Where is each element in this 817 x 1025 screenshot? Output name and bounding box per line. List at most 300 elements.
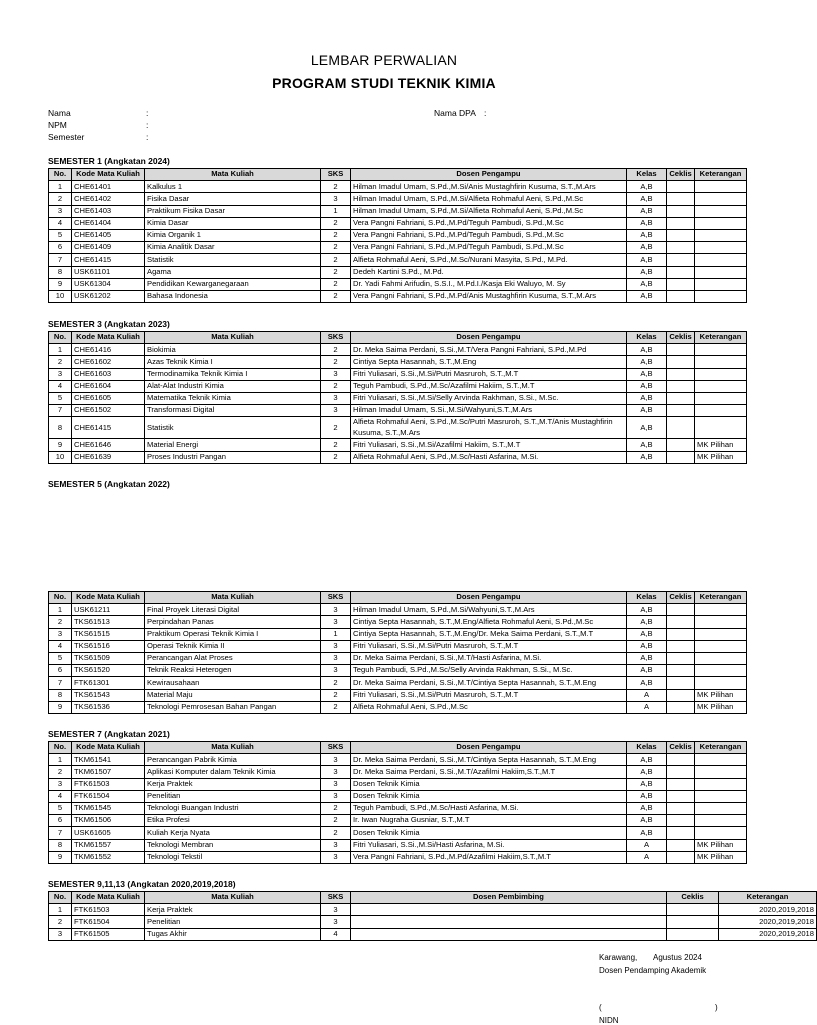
header-dosen-pembimbing: Dosen Pembimbing — [351, 892, 667, 904]
cell-mata-kuliah: Fisika Dasar — [145, 193, 321, 205]
header-kelas: Kelas — [627, 169, 667, 181]
cell-kode: CHE61405 — [72, 229, 145, 241]
semester-9-table — [48, 891, 817, 941]
cell-kelas: A,B — [627, 778, 667, 790]
cell-keterangan — [695, 417, 747, 439]
cell-mata-kuliah: Bahasa Indonesia — [145, 290, 321, 302]
cell-mata-kuliah: Perpindahan Panas — [145, 616, 321, 628]
cell-mata-kuliah: Biokimia — [145, 344, 321, 356]
cell-sks: 3 — [321, 916, 351, 928]
cell-kode: CHE61604 — [72, 380, 145, 392]
header-kode: Kode Mata Kuliah — [72, 592, 145, 604]
cell-kelas: A,B — [627, 616, 667, 628]
cell-mata-kuliah: Operasi Teknik Kimia II — [145, 640, 321, 652]
cell-kode: CHE61416 — [72, 344, 145, 356]
table-row — [49, 217, 747, 229]
cell-ceklis[interactable] — [667, 616, 695, 628]
cell-sks: 3 — [321, 616, 351, 628]
cell-no: 10 — [49, 451, 72, 463]
semester-3-title: SEMESTER 3 (Angkatan 2023) — [48, 319, 170, 329]
table-row — [49, 916, 817, 928]
cell-ceklis[interactable] — [667, 217, 695, 229]
cell-no: 2 — [49, 916, 72, 928]
cell-dosen: Alfieta Rohmaful Aeni, S.Pd.,M.Sc — [351, 701, 627, 713]
header-keterangan: Keterangan — [695, 742, 747, 754]
cell-dosen: Vera Pangni Fahriani, S.Pd.,M.Pd/Teguh Pambudi, S.Pd.,M.Sc — [351, 242, 627, 254]
table-row — [49, 181, 747, 193]
cell-sks: 3 — [321, 790, 351, 802]
cell-kode: CHE61415 — [72, 417, 145, 439]
cell-no: 5 — [49, 392, 72, 404]
cell-ceklis[interactable] — [667, 851, 695, 863]
header-kelas: Kelas — [627, 332, 667, 344]
cell-ceklis[interactable] — [667, 928, 719, 940]
cell-mata-kuliah: Teknologi Tekstil — [145, 851, 321, 863]
header-ceklis: Ceklis — [667, 592, 695, 604]
cell-no: 9 — [49, 439, 72, 451]
cell-dosen: Dr. Yadi Fahmi Arifudin, S.S.I., M.Pd.I./Kasja Eki Waluyo, M. Sy — [351, 278, 627, 290]
cell-sks: 3 — [321, 652, 351, 664]
table-row — [49, 802, 747, 814]
cell-dosen: Vera Pangni Fahriani, S.Pd.,M.Pd/Azafilmi Hakiim,S.T.,M.T — [351, 851, 627, 863]
cell-kode: TKS61513 — [72, 616, 145, 628]
cell-sks: 2 — [321, 229, 351, 241]
table-row — [49, 689, 747, 701]
cell-kelas: A,B — [627, 181, 667, 193]
cell-ceklis[interactable] — [667, 439, 695, 451]
signature-open-paren: ( — [599, 1003, 602, 1012]
dpa-colon: : — [484, 108, 487, 118]
document-title: LEMBAR PERWALIAN — [310, 52, 458, 68]
table-row — [49, 405, 747, 417]
cell-ceklis[interactable] — [667, 640, 695, 652]
cell-mata-kuliah: Final Proyek Literasi Digital — [145, 604, 321, 616]
cell-dosen: Hilman Imadul Umam, S.Pd.,M.Si/Alfieta Rohmaful Aeni, S.Pd.,M.Sc — [351, 205, 627, 217]
table-row — [49, 266, 747, 278]
cell-no: 4 — [49, 790, 72, 802]
cell-sks: 2 — [321, 278, 351, 290]
cell-no: 2 — [49, 766, 72, 778]
cell-kelas: A,B — [627, 790, 667, 802]
cell-kelas: A,B — [627, 665, 667, 677]
cell-dosen: Dosen Teknik Kimia — [351, 790, 627, 802]
cell-kelas: A,B — [627, 217, 667, 229]
cell-kode: CHE61402 — [72, 193, 145, 205]
cell-kode: TKS61543 — [72, 689, 145, 701]
cell-no: 3 — [49, 928, 72, 940]
cell-ceklis[interactable] — [667, 417, 695, 439]
cell-no: 8 — [49, 839, 72, 851]
nama-colon: : — [146, 108, 149, 118]
table-row — [49, 193, 747, 205]
cell-ceklis[interactable] — [667, 604, 695, 616]
cell-kelas: A,B — [627, 290, 667, 302]
semester-3-table — [48, 331, 747, 464]
cell-mata-kuliah: Kerja Praktek — [145, 904, 321, 916]
cell-ceklis[interactable] — [667, 392, 695, 404]
cell-ceklis[interactable] — [667, 405, 695, 417]
cell-kode: TKS61536 — [72, 701, 145, 713]
cell-sks: 2 — [321, 827, 351, 839]
cell-ceklis[interactable] — [667, 451, 695, 463]
table-row — [49, 356, 747, 368]
cell-ceklis[interactable] — [667, 778, 695, 790]
cell-sks: 2 — [321, 242, 351, 254]
table-row — [49, 652, 747, 664]
cell-kode: USK61304 — [72, 278, 145, 290]
cell-kelas: A,B — [627, 604, 667, 616]
cell-ceklis[interactable] — [667, 229, 695, 241]
cell-no: 1 — [49, 904, 72, 916]
table-header-row — [49, 332, 747, 344]
cell-ceklis[interactable] — [667, 266, 695, 278]
cell-kode: USK61211 — [72, 604, 145, 616]
cell-sks: 2 — [321, 356, 351, 368]
cell-mata-kuliah: Pendidikan Kewarganegaraan — [145, 278, 321, 290]
cell-keterangan — [695, 616, 747, 628]
cell-sks: 3 — [321, 640, 351, 652]
cell-kelas: A,B — [627, 278, 667, 290]
header-mata-kuliah: Mata Kuliah — [145, 332, 321, 344]
cell-keterangan — [695, 254, 747, 266]
header-keterangan: Keterangan — [695, 169, 747, 181]
cell-dosen: Cintiya Septa Hasannah, S.T.,M.Eng/Dr. Meka Saima Perdani, S.T.,M.T — [351, 628, 627, 640]
nama-label: Nama — [48, 108, 71, 118]
cell-ceklis[interactable] — [667, 701, 695, 713]
table-row — [49, 754, 747, 766]
cell-mata-kuliah: Teknik Reaksi Heterogen — [145, 665, 321, 677]
header-kelas: Kelas — [627, 742, 667, 754]
cell-keterangan — [695, 640, 747, 652]
dpa-label: Nama DPA — [434, 108, 476, 118]
cell-keterangan: MK Pilihan — [695, 689, 747, 701]
cell-dosen: Alfieta Rohmaful Aeni, S.Pd.,M.Sc/Putri Masruroh, S.T.,M.T/Anis Mustaghfirin Kusuma, S.T.,M.Ars — [351, 417, 627, 439]
table-row — [49, 904, 817, 916]
cell-keterangan: 2020,2019,2018 — [719, 928, 817, 940]
cell-sks: 3 — [321, 766, 351, 778]
cell-kelas: A,B — [627, 266, 667, 278]
table-row — [49, 616, 747, 628]
cell-mata-kuliah: Praktikum Fisika Dasar — [145, 205, 321, 217]
cell-mata-kuliah: Proses Industri Pangan — [145, 451, 321, 463]
cell-sks: 3 — [321, 839, 351, 851]
cell-keterangan: MK Pilihan — [695, 701, 747, 713]
cell-kode: TKS61520 — [72, 665, 145, 677]
cell-mata-kuliah: Agama — [145, 266, 321, 278]
cell-ceklis[interactable] — [667, 665, 695, 677]
cell-keterangan — [695, 193, 747, 205]
cell-ceklis[interactable] — [667, 652, 695, 664]
cell-no: 5 — [49, 229, 72, 241]
cell-ceklis[interactable] — [667, 815, 695, 827]
cell-no: 6 — [49, 815, 72, 827]
cell-sks: 2 — [321, 290, 351, 302]
header-no: No. — [49, 592, 72, 604]
header-dosen: Dosen Pengampu — [351, 169, 627, 181]
cell-keterangan: 2020,2019,2018 — [719, 904, 817, 916]
table-row — [49, 928, 817, 940]
signature-close-paren: ) — [715, 1003, 718, 1012]
header-ceklis: Ceklis — [667, 332, 695, 344]
cell-sks: 2 — [321, 451, 351, 463]
cell-keterangan — [695, 652, 747, 664]
table-row — [49, 628, 747, 640]
cell-keterangan — [695, 368, 747, 380]
cell-ceklis[interactable] — [667, 290, 695, 302]
cell-dosen: Fitri Yuliasari, S.Si.,M.Si/Putri Masruroh, S.T.,M.T — [351, 640, 627, 652]
cell-keterangan — [695, 827, 747, 839]
cell-sks: 3 — [321, 405, 351, 417]
cell-ceklis[interactable] — [667, 380, 695, 392]
cell-mata-kuliah: Tugas Akhir — [145, 928, 321, 940]
semester-9-title: SEMESTER 9,11,13 (Angkatan 2020,2019,2018) — [48, 879, 236, 889]
header-kode: Kode Mata Kuliah — [72, 169, 145, 181]
cell-kode: FTK61503 — [72, 778, 145, 790]
cell-dosen-pembimbing — [351, 916, 667, 928]
cell-ceklis[interactable] — [667, 766, 695, 778]
header-sks: SKS — [321, 332, 351, 344]
cell-kode: CHE61401 — [72, 181, 145, 193]
document-subtitle: PROGRAM STUDI TEKNIK KIMIA — [272, 75, 496, 91]
cell-ceklis[interactable] — [667, 356, 695, 368]
table-row — [49, 827, 747, 839]
cell-kode: USK61202 — [72, 290, 145, 302]
header-sks: SKS — [321, 592, 351, 604]
table-header-row — [49, 892, 817, 904]
cell-kode: TKM61541 — [72, 754, 145, 766]
cell-ceklis[interactable] — [667, 904, 719, 916]
cell-keterangan — [695, 628, 747, 640]
header-no: No. — [49, 332, 72, 344]
cell-mata-kuliah: Kewirausahaan — [145, 677, 321, 689]
cell-ceklis[interactable] — [667, 278, 695, 290]
header-mata-kuliah: Mata Kuliah — [145, 742, 321, 754]
cell-keterangan — [695, 778, 747, 790]
cell-dosen: Dedeh Kartini S.Pd., M.Pd. — [351, 266, 627, 278]
cell-ceklis[interactable] — [667, 344, 695, 356]
cell-dosen: Hilman Imadul Umam, S.Pd.,M.Si/Alfieta Rohmaful Aeni, S.Pd.,M.Sc — [351, 193, 627, 205]
cell-kode: FTK61301 — [72, 677, 145, 689]
cell-keterangan: MK Pilihan — [695, 439, 747, 451]
cell-ceklis[interactable] — [667, 689, 695, 701]
cell-sks: 2 — [321, 439, 351, 451]
table-row — [49, 417, 747, 439]
table-row — [49, 242, 747, 254]
table-row — [49, 205, 747, 217]
table-row — [49, 815, 747, 827]
cell-kelas: A,B — [627, 229, 667, 241]
cell-kelas: A,B — [627, 242, 667, 254]
cell-ceklis[interactable] — [667, 754, 695, 766]
cell-kelas: A,B — [627, 368, 667, 380]
cell-sks: 3 — [321, 778, 351, 790]
cell-ceklis[interactable] — [667, 827, 695, 839]
cell-kode: CHE61639 — [72, 451, 145, 463]
table-row — [49, 851, 747, 863]
semester-5-table — [48, 591, 747, 714]
cell-sks: 3 — [321, 392, 351, 404]
cell-ceklis[interactable] — [667, 916, 719, 928]
cell-dosen: Dosen Teknik Kimia — [351, 778, 627, 790]
cell-no: 4 — [49, 217, 72, 229]
cell-kode: TKS61515 — [72, 628, 145, 640]
cell-keterangan — [695, 205, 747, 217]
header-mata-kuliah: Mata Kuliah — [145, 169, 321, 181]
semester-colon: : — [146, 132, 149, 142]
cell-dosen: Hilman Imadul Umam, S.Pd.,M.Si/Anis Mustaghfirin Kusuma, S.T.,M.Ars — [351, 181, 627, 193]
cell-kode: CHE61415 — [72, 254, 145, 266]
cell-no: 8 — [49, 417, 72, 439]
cell-mata-kuliah: Kalkulus 1 — [145, 181, 321, 193]
cell-keterangan — [695, 217, 747, 229]
header-no: No. — [49, 169, 72, 181]
cell-dosen: Vera Pangni Fahriani, S.Pd.,M.Pd/Teguh Pambudi, S.Pd.,M.Sc — [351, 217, 627, 229]
cell-keterangan — [695, 278, 747, 290]
cell-ceklis[interactable] — [667, 193, 695, 205]
cell-mata-kuliah: Alat-Alat Industri Kimia — [145, 380, 321, 392]
cell-kelas: A,B — [627, 439, 667, 451]
cell-no: 1 — [49, 181, 72, 193]
cell-no: 1 — [49, 344, 72, 356]
header-ceklis: Ceklis — [667, 742, 695, 754]
cell-ceklis[interactable] — [667, 205, 695, 217]
cell-dosen: Ir. Iwan Nugraha Gusniar, S.T.,M.T — [351, 815, 627, 827]
cell-kelas: A,B — [627, 802, 667, 814]
cell-mata-kuliah: Etika Profesi — [145, 815, 321, 827]
cell-ceklis[interactable] — [667, 802, 695, 814]
cell-ceklis[interactable] — [667, 181, 695, 193]
cell-kelas: A,B — [627, 677, 667, 689]
cell-mata-kuliah: Penelitian — [145, 916, 321, 928]
cell-dosen: Fitri Yuliasari, S.Si.,M.Si/Azafilmi Hakiim, S.T.,M.T — [351, 439, 627, 451]
cell-mata-kuliah: Material Maju — [145, 689, 321, 701]
cell-dosen: Dr. Meka Saima Perdani, S.Si.,M.T/Cintiya Septa Hasannah, S.T.,M.Eng — [351, 754, 627, 766]
cell-kode: CHE61603 — [72, 368, 145, 380]
header-ceklis: Ceklis — [667, 169, 695, 181]
cell-sks: 2 — [321, 217, 351, 229]
header-dosen: Dosen Pengampu — [351, 592, 627, 604]
header-kode: Kode Mata Kuliah — [72, 332, 145, 344]
cell-ceklis[interactable] — [667, 254, 695, 266]
cell-sks: 4 — [321, 928, 351, 940]
cell-dosen: Alfieta Rohmaful Aeni, S.Pd.,M.Sc/Hasti Asfarina, M.Si. — [351, 451, 627, 463]
cell-dosen: Dosen Teknik Kimia — [351, 827, 627, 839]
cell-mata-kuliah: Matematika Teknik Kimia — [145, 392, 321, 404]
cell-keterangan — [695, 802, 747, 814]
cell-ceklis[interactable] — [667, 628, 695, 640]
cell-keterangan — [695, 266, 747, 278]
cell-kelas: A,B — [627, 193, 667, 205]
cell-sks: 3 — [321, 368, 351, 380]
cell-sks: 2 — [321, 266, 351, 278]
cell-keterangan — [695, 229, 747, 241]
cell-dosen: Fitri Yuliasari, S.Si.,M.Si/Putri Masruroh, S.T.,M.T — [351, 368, 627, 380]
cell-keterangan — [695, 677, 747, 689]
table-row — [49, 677, 747, 689]
cell-ceklis[interactable] — [667, 790, 695, 802]
cell-keterangan — [695, 665, 747, 677]
cell-no: 2 — [49, 193, 72, 205]
header-keterangan: Keterangan — [695, 332, 747, 344]
cell-kode: TKM61507 — [72, 766, 145, 778]
cell-kelas: A,B — [627, 405, 667, 417]
cell-mata-kuliah: Statistik — [145, 417, 321, 439]
cell-no: 1 — [49, 754, 72, 766]
cell-mata-kuliah: Transformasi Digital — [145, 405, 321, 417]
cell-kode: USK61605 — [72, 827, 145, 839]
cell-kelas: A,B — [627, 766, 667, 778]
table-row — [49, 790, 747, 802]
cell-dosen: Fitri Yuliasari, S.Si.,M.Si/Hasti Asfarina, M.Si. — [351, 839, 627, 851]
cell-keterangan — [695, 604, 747, 616]
cell-keterangan: MK Pilihan — [695, 839, 747, 851]
cell-kode: CHE61602 — [72, 356, 145, 368]
cell-sks: 3 — [321, 754, 351, 766]
cell-kelas: A — [627, 701, 667, 713]
cell-kode: TKM61545 — [72, 802, 145, 814]
cell-keterangan: MK Pilihan — [695, 851, 747, 863]
cell-dosen: Teguh Pambudi, S.Pd.,M.Sc/Hasti Asfarina, M.Si. — [351, 802, 627, 814]
cell-kode: TKM61557 — [72, 839, 145, 851]
cell-dosen: Teguh Pambudi, S.Pd.,M.Sc/Selly Arvinda Rakhman, S.Si., M.Sc. — [351, 665, 627, 677]
table-row — [49, 290, 747, 302]
cell-sks: 3 — [321, 904, 351, 916]
table-row — [49, 380, 747, 392]
semester-label: Semester — [48, 132, 85, 142]
cell-mata-kuliah: Perancangan Pabrik Kimia — [145, 754, 321, 766]
cell-sks: 2 — [321, 181, 351, 193]
cell-dosen: Dr. Meka Saima Perdani, S.Si.,M.T/Vera Pangni Fahriani, S.Pd.,M.Pd — [351, 344, 627, 356]
cell-ceklis[interactable] — [667, 242, 695, 254]
cell-kode: CHE61403 — [72, 205, 145, 217]
cell-dosen: Dr. Meka Saima Perdani, S.Si.,M.T/Azafilmi Hakiim,S.T.,M.T — [351, 766, 627, 778]
cell-mata-kuliah: Azas Teknik Kimia I — [145, 356, 321, 368]
cell-keterangan — [695, 356, 747, 368]
header-dosen: Dosen Pengampu — [351, 332, 627, 344]
cell-kode: TKM61506 — [72, 815, 145, 827]
header-keterangan: Keterangan — [719, 892, 817, 904]
semester-7-table — [48, 741, 747, 864]
cell-kelas: A,B — [627, 417, 667, 439]
cell-ceklis[interactable] — [667, 839, 695, 851]
cell-mata-kuliah: Termodinamika Teknik Kimia I — [145, 368, 321, 380]
cell-kelas: A,B — [627, 344, 667, 356]
header-mata-kuliah: Mata Kuliah — [145, 892, 321, 904]
cell-dosen: Vera Pangni Fahriani, S.Pd.,M.Pd/Teguh Pambudi, S.Pd.,M.Sc — [351, 229, 627, 241]
cell-kode: USK61101 — [72, 266, 145, 278]
header-sks: SKS — [321, 742, 351, 754]
semester-1-table — [48, 168, 747, 303]
table-row — [49, 439, 747, 451]
cell-kelas: A,B — [627, 754, 667, 766]
cell-kelas: A — [627, 689, 667, 701]
cell-keterangan — [695, 290, 747, 302]
npm-label: NPM — [48, 120, 67, 130]
cell-keterangan — [695, 815, 747, 827]
cell-no: 5 — [49, 652, 72, 664]
cell-sks: 2 — [321, 701, 351, 713]
cell-kelas: A,B — [627, 205, 667, 217]
cell-mata-kuliah: Material Energi — [145, 439, 321, 451]
cell-kode: FTK61504 — [72, 790, 145, 802]
cell-ceklis[interactable] — [667, 368, 695, 380]
cell-keterangan: 2020,2019,2018 — [719, 916, 817, 928]
signature-place: Karawang, — [599, 953, 638, 962]
table-row — [49, 278, 747, 290]
cell-ceklis[interactable] — [667, 677, 695, 689]
cell-dosen-pembimbing — [351, 928, 667, 940]
semester-7-title: SEMESTER 7 (Angkatan 2021) — [48, 729, 170, 739]
